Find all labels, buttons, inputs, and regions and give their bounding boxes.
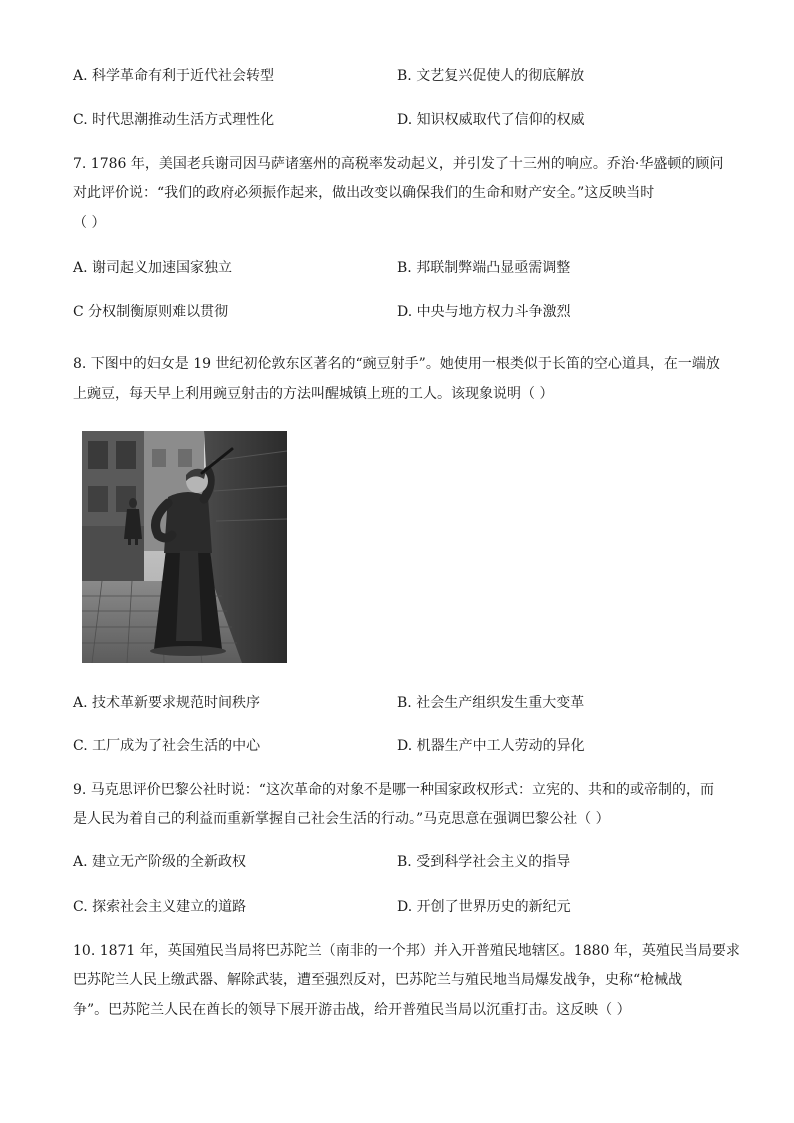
q8-stem-line-2: 上豌豆，每天早上利用豌豆射击的方法叫醒城镇上班的工人。该现象说明（ ）: [73, 386, 554, 402]
q6-option-a: A. 科学革命有利于近代社会转型: [73, 68, 275, 84]
q7-option-a: A. 谢司起义加速国家独立: [73, 260, 233, 276]
q9-stem-line-1: 9. 马克思评价巴黎公社时说：“这次革命的对象不是哪一种国家政权形式：立宪的、共和的或帝制的，而: [73, 782, 714, 798]
q7-stem-line-2: 对此评价说：“我们的政府必须振作起来，做出改变以确保我们的生命和财产安全。”这反映当时: [73, 185, 655, 201]
q7-option-c: C 分权制衡原则难以贯彻: [73, 304, 229, 320]
q6-option-d: D. 知识权威取代了信仰的权威: [397, 112, 585, 128]
q8-stem-line-1: 8. 下图中的妇女是 19 世纪初伦敦东区著名的“豌豆射手”。她使用一根类似于长笛的空心道具，在一端放: [73, 356, 720, 372]
q9-stem-line-2: 是人民为着自己的利益而重新掌握自己社会生活的行动。”马克思意在强调巴黎公社（ ）: [73, 811, 610, 827]
q9-option-a: A. 建立无产阶级的全新政权: [73, 854, 247, 870]
q9-option-b: B. 受到科学社会主义的指导: [397, 854, 571, 870]
q8-option-a: A. 技术革新要求规范时间秩序: [73, 695, 261, 711]
pea-shooter-photo: [82, 431, 287, 663]
q6-option-b: B. 文艺复兴促使人的彻底解放: [397, 68, 585, 84]
q7-stem-line-1: 7. 1786 年，美国老兵谢司因马萨诸塞州的高税率发动起义，并引发了十三州的响应。乔治·华盛顿的顾问: [73, 156, 724, 172]
q8-option-d: D. 机器生产中工人劳动的异化: [397, 738, 585, 754]
q9-option-c: C. 探索社会主义建立的道路: [73, 899, 247, 915]
q7-option-b: B. 邦联制弊端凸显亟需调整: [397, 260, 571, 276]
q10-stem-line-3: 争”。巴苏陀兰人民在酋长的领导下展开游击战，给开普殖民当局以沉重打击。这反映（ ）: [73, 1002, 631, 1018]
q7-option-d: D. 中央与地方权力斗争激烈: [397, 304, 571, 320]
q8-option-b: B. 社会生产组织发生重大变革: [397, 695, 585, 711]
q10-stem-line-2: 巴苏陀兰人民上缴武器、解除武装，遭至强烈反对，巴苏陀兰与殖民地当局爆发战争，史称“枪械战: [73, 972, 683, 988]
q7-stem-line-3: （ ）: [73, 215, 106, 231]
q8-option-c: C. 工厂成为了社会生活的中心: [73, 738, 261, 754]
q9-option-d: D. 开创了世界历史的新纪元: [397, 899, 571, 915]
q6-option-c: C. 时代思潮推动生活方式理性化: [73, 112, 275, 128]
q10-stem-line-1: 10. 1871 年，英国殖民当局将巴苏陀兰（南非的一个邦）并入开普殖民地辖区。1880 年，英殖民当局要求: [73, 943, 740, 959]
